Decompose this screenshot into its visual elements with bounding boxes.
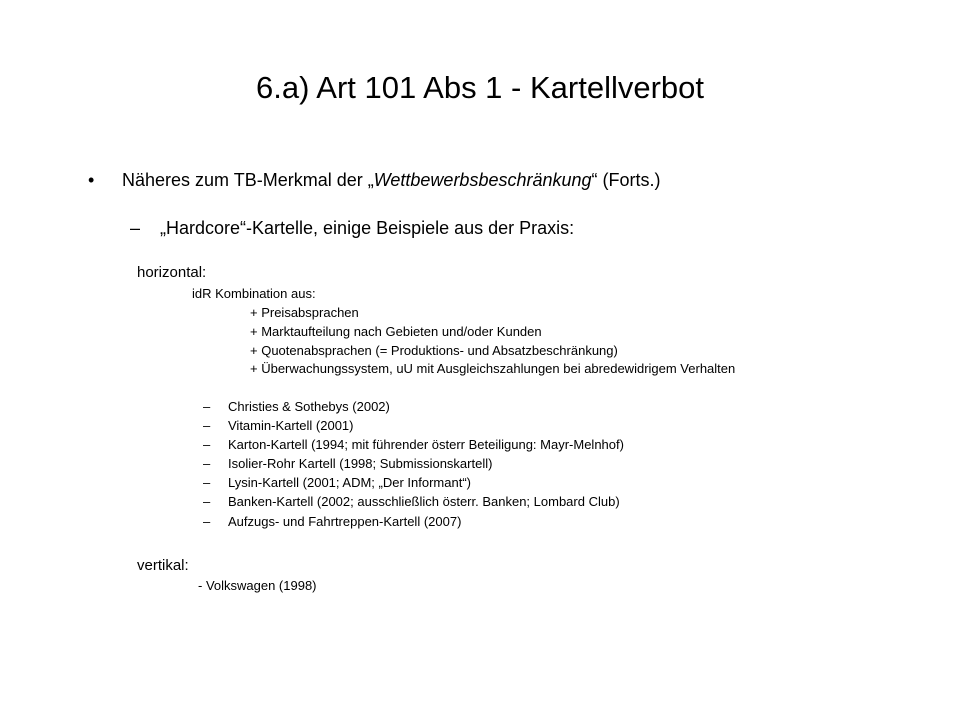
bullet-suffix: “ (Forts.) (591, 170, 661, 190)
bullet-text (122, 168, 661, 192)
case-item (203, 473, 624, 492)
measure-item: + Preisabsprachen (250, 305, 359, 320)
horizontal-cases-list (203, 397, 624, 531)
case-dash: – (203, 399, 211, 414)
case-item (203, 492, 624, 511)
slide-title: 6.a) Art 101 Abs 1 - Kartellverbot (255, 70, 705, 105)
measure-item: + Überwachungssystem, uU mit Ausgleichszahlungen bei abredewidrigem Verhalten (250, 361, 736, 377)
case-text: Lysin-Kartell (2001; ADM; „Der Informant“) (228, 475, 471, 491)
horizontal-label: horizontal: (137, 264, 207, 281)
case-text: Banken-Kartell (2002; ausschließlich österr. Banken; Lombard Club) (228, 494, 620, 510)
case-item (203, 512, 624, 531)
bullet-prefix: Näheres zum TB-Merkmal der „ (122, 170, 374, 190)
case-dash: – (203, 494, 211, 510)
measure-item: + Quotenabsprachen (= Produktions- und Absatzbeschränkung) (250, 342, 618, 358)
case-dash: – (203, 513, 211, 529)
sub-bullet-text: „Hardcore“-Kartelle, einige Beispiele aus der Praxis: (160, 218, 575, 238)
case-dash: – (203, 475, 211, 491)
bullet-italic-term: Wettbewerbsbeschränkung (373, 170, 592, 190)
bullet-marker: • (88, 170, 95, 190)
measure-item: + Marktaufteilung nach Gebieten und/oder Kunden (250, 323, 542, 339)
case-item (203, 397, 624, 416)
case-item (203, 435, 624, 454)
case-text: Christies & Sothebys (2002) (228, 399, 390, 414)
vertical-label: vertikal: (137, 557, 189, 574)
case-text: Isolier-Rohr Kartell (1998; Submissionskartell) (228, 456, 493, 472)
measures-list (250, 304, 735, 379)
case-item (203, 454, 624, 473)
sub-bullet-marker: – (130, 218, 141, 238)
horizontal-intro: idR Kombination aus: (192, 286, 316, 301)
case-dash: – (203, 437, 211, 453)
case-dash: – (203, 418, 211, 434)
case-text: Karton-Kartell (1994; mit führender österr Beteiligung: Mayr-Melnhof) (228, 437, 624, 453)
case-dash: – (203, 456, 211, 472)
vertical-case-item: - Volkswagen (1998) (198, 578, 317, 593)
case-item (203, 416, 624, 435)
case-text: Aufzugs- und Fahrtreppen-Kartell (2007) (228, 513, 462, 529)
case-text: Vitamin-Kartell (2001) (228, 418, 354, 434)
